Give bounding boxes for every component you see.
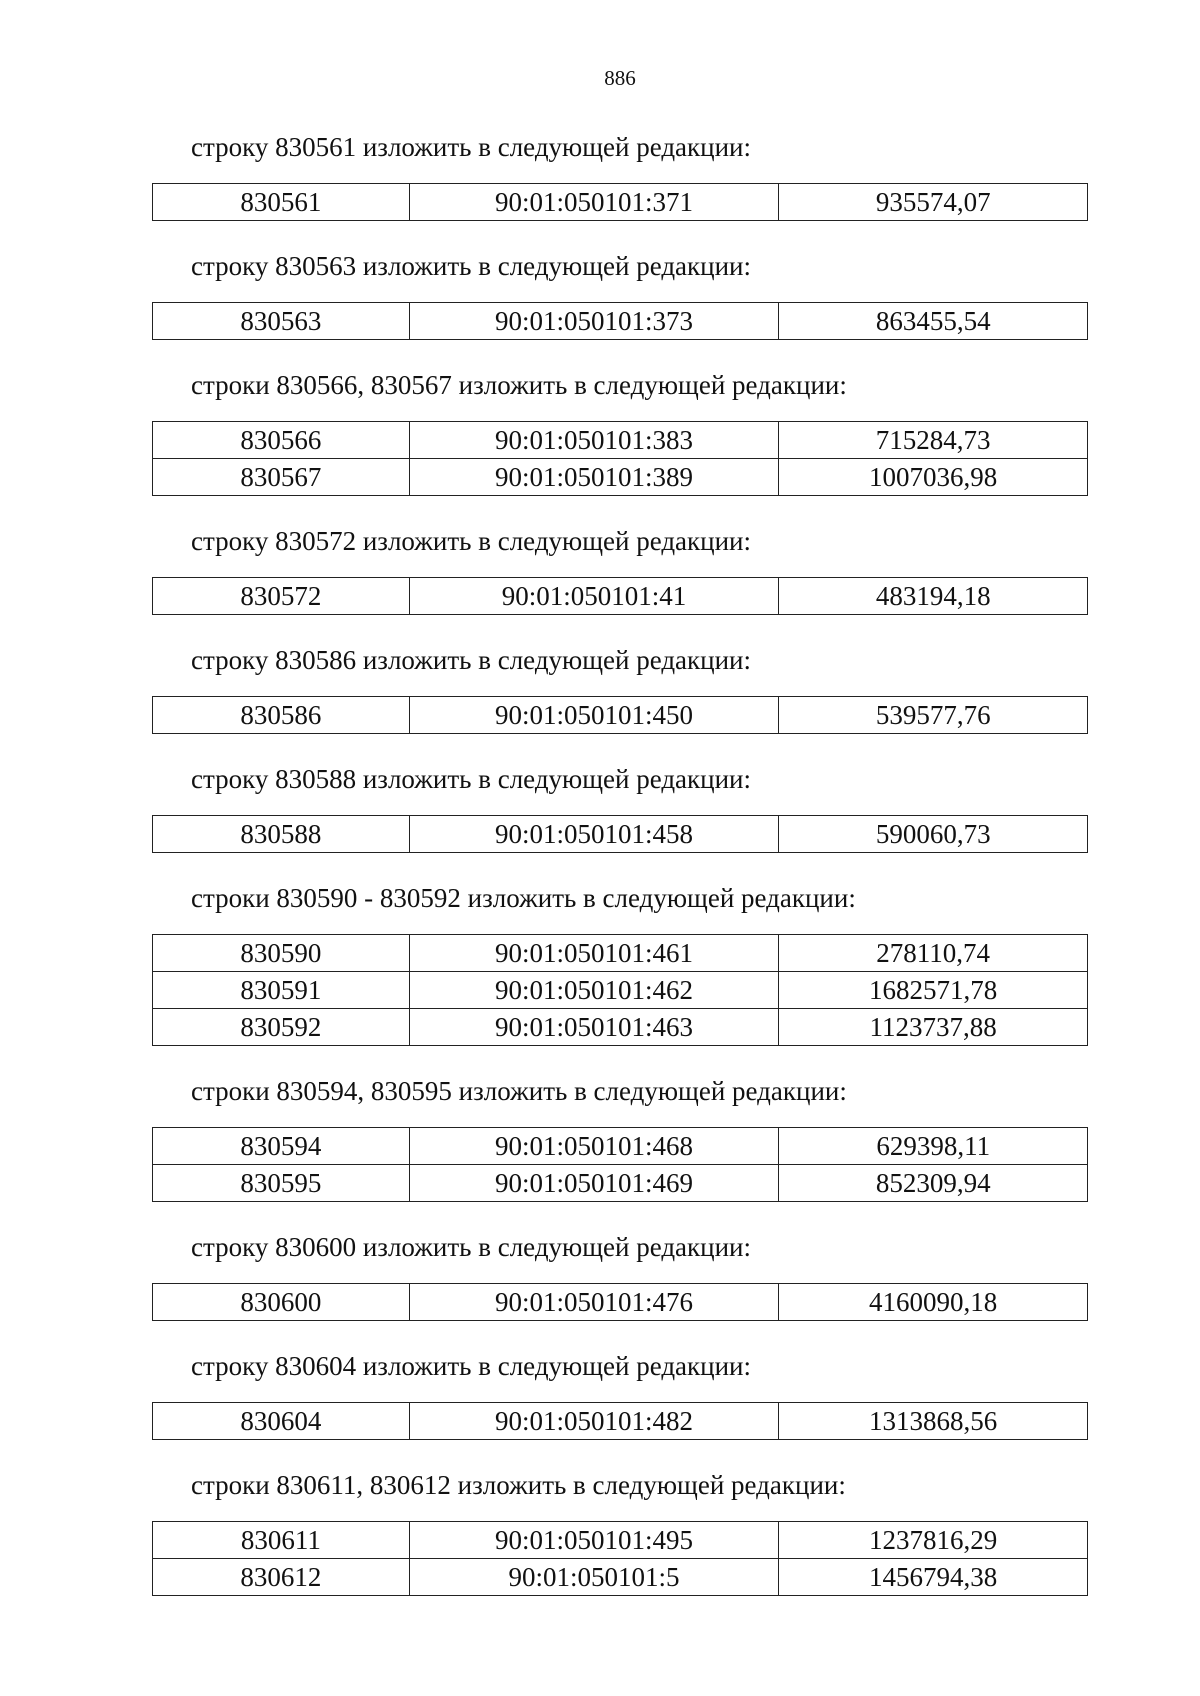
- cadastral-number-cell: 90:01:050101:463: [409, 1009, 779, 1046]
- row-number-cell: 830594: [153, 1128, 410, 1165]
- table-row: [153, 697, 1088, 734]
- value-cell: 629398,11: [779, 1128, 1088, 1165]
- amendment-instruction: строку 830561 изложить в следующей редакции:: [191, 132, 752, 162]
- amendment-table: [152, 1521, 1088, 1596]
- row-number-cell: 830566: [153, 422, 410, 459]
- amendment-table: [152, 577, 1088, 615]
- amendment-block: [0, 1076, 1200, 1202]
- value-cell: 863455,54: [779, 303, 1088, 340]
- row-number-cell: 830591: [153, 972, 410, 1009]
- cadastral-number-cell: 90:01:050101:383: [409, 422, 779, 459]
- value-cell: 1237816,29: [779, 1522, 1088, 1559]
- value-cell: 539577,76: [779, 697, 1088, 734]
- table-row: [153, 422, 1088, 459]
- cadastral-number-cell: 90:01:050101:482: [409, 1403, 779, 1440]
- value-cell: 935574,07: [779, 184, 1088, 221]
- amendment-table: [152, 696, 1088, 734]
- value-cell: 278110,74: [779, 935, 1088, 972]
- row-number-cell: 830586: [153, 697, 410, 734]
- table-row: [153, 303, 1088, 340]
- table-row: [153, 972, 1088, 1009]
- row-number-cell: 830600: [153, 1284, 410, 1321]
- table-row: [153, 1165, 1088, 1202]
- value-cell: 1123737,88: [779, 1009, 1088, 1046]
- cadastral-number-cell: 90:01:050101:461: [409, 935, 779, 972]
- row-number-cell: 830612: [153, 1559, 410, 1596]
- table-row: [153, 1522, 1088, 1559]
- amendment-instruction: строки 830566, 830567 изложить в следующей редакции:: [191, 370, 847, 400]
- table-row: [153, 1403, 1088, 1440]
- amendment-table: [152, 934, 1088, 1046]
- value-cell: 1313868,56: [779, 1403, 1088, 1440]
- table-row: [153, 816, 1088, 853]
- amendment-block: [0, 1470, 1200, 1596]
- table-row: [153, 578, 1088, 615]
- table-row: [153, 1284, 1088, 1321]
- amendment-instruction: строку 830572 изложить в следующей редакции:: [191, 526, 752, 556]
- row-number-cell: 830592: [153, 1009, 410, 1046]
- row-number-cell: 830595: [153, 1165, 410, 1202]
- cadastral-number-cell: 90:01:050101:462: [409, 972, 779, 1009]
- cadastral-number-cell: 90:01:050101:389: [409, 459, 779, 496]
- cadastral-number-cell: 90:01:050101:450: [409, 697, 779, 734]
- amendment-block: [0, 883, 1200, 1046]
- amendment-instruction: строку 830604 изложить в следующей редакции:: [191, 1351, 752, 1381]
- table-row: [153, 184, 1088, 221]
- amendment-block: [0, 251, 1200, 340]
- table-row: [153, 1128, 1088, 1165]
- value-cell: 1682571,78: [779, 972, 1088, 1009]
- amendment-table: [152, 1402, 1088, 1440]
- amendment-table: [152, 421, 1088, 496]
- value-cell: 1456794,38: [779, 1559, 1088, 1596]
- value-cell: 483194,18: [779, 578, 1088, 615]
- table-row: [153, 935, 1088, 972]
- page-number: 886: [604, 66, 636, 90]
- cadastral-number-cell: 90:01:050101:458: [409, 816, 779, 853]
- amendment-table: [152, 302, 1088, 340]
- row-number-cell: 830561: [153, 184, 410, 221]
- cadastral-number-cell: 90:01:050101:371: [409, 184, 779, 221]
- value-cell: 1007036,98: [779, 459, 1088, 496]
- amendment-instruction: строку 830600 изложить в следующей редакции:: [191, 1232, 752, 1262]
- amendment-block: [0, 1232, 1200, 1321]
- amendment-instruction: строки 830594, 830595 изложить в следующей редакции:: [191, 1076, 847, 1106]
- cadastral-number-cell: 90:01:050101:476: [409, 1284, 779, 1321]
- value-cell: 852309,94: [779, 1165, 1088, 1202]
- value-cell: 4160090,18: [779, 1284, 1088, 1321]
- cadastral-number-cell: 90:01:050101:373: [409, 303, 779, 340]
- row-number-cell: 830590: [153, 935, 410, 972]
- cadastral-number-cell: 90:01:050101:495: [409, 1522, 779, 1559]
- row-number-cell: 830563: [153, 303, 410, 340]
- table-row: [153, 1559, 1088, 1596]
- row-number-cell: 830588: [153, 816, 410, 853]
- table-row: [153, 459, 1088, 496]
- amendment-instruction: строку 830586 изложить в следующей редакции:: [191, 645, 752, 675]
- amendment-table: [152, 815, 1088, 853]
- amendment-instruction: строку 830588 изложить в следующей редакции:: [191, 764, 752, 794]
- cadastral-number-cell: 90:01:050101:41: [409, 578, 779, 615]
- amendment-instruction: строки 830611, 830612 изложить в следующей редакции:: [191, 1470, 846, 1500]
- amendment-block: [0, 1351, 1200, 1440]
- amendment-instruction: строку 830563 изложить в следующей редакции:: [191, 251, 752, 281]
- amendment-table: [152, 1283, 1088, 1321]
- amendment-instruction: строки 830590 - 830592 изложить в следующей редакции:: [191, 883, 856, 913]
- row-number-cell: 830567: [153, 459, 410, 496]
- amendment-block: [0, 370, 1200, 496]
- row-number-cell: 830611: [153, 1522, 410, 1559]
- amendment-table: [152, 1127, 1088, 1202]
- amendment-block: [0, 645, 1200, 734]
- row-number-cell: 830604: [153, 1403, 410, 1440]
- value-cell: 715284,73: [779, 422, 1088, 459]
- amendment-block: [0, 132, 1200, 221]
- amendment-block: [0, 764, 1200, 853]
- cadastral-number-cell: 90:01:050101:468: [409, 1128, 779, 1165]
- value-cell: 590060,73: [779, 816, 1088, 853]
- cadastral-number-cell: 90:01:050101:469: [409, 1165, 779, 1202]
- document-body: [0, 132, 1200, 1626]
- amendment-table: [152, 183, 1088, 221]
- table-row: [153, 1009, 1088, 1046]
- amendment-block: [0, 526, 1200, 615]
- cadastral-number-cell: 90:01:050101:5: [409, 1559, 779, 1596]
- row-number-cell: 830572: [153, 578, 410, 615]
